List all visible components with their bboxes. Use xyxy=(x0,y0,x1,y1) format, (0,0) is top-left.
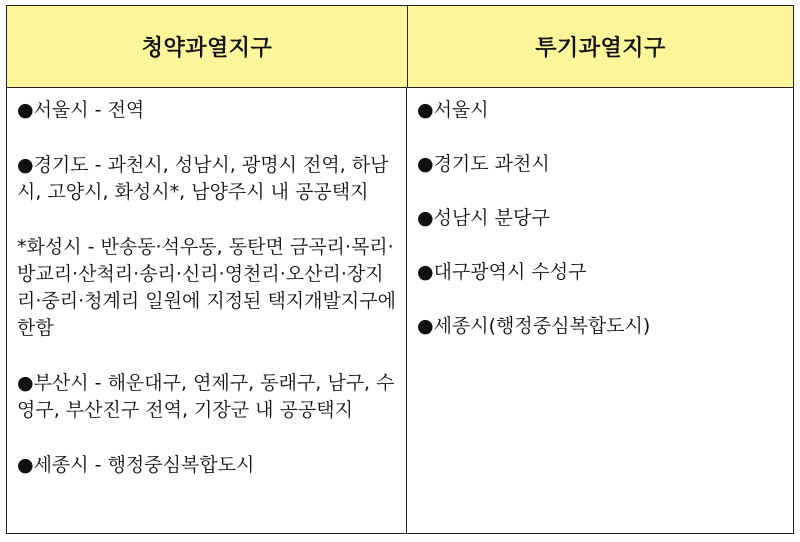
list-item-sejong: ●세종시 - 행정중심복합도시 xyxy=(17,454,255,476)
list-item-seoul: ●서울시 xyxy=(417,99,489,121)
list-item-busan: ●부산시 - 해운대구, 연제구, 동래구, 남구, 수영구, 부산진구 전역, 기장군 내 공공택지 xyxy=(17,372,395,421)
list-item-seoul: ●서울시 - 전역 xyxy=(17,99,145,121)
footnote-hwaseong: *화성시 - 반송동·석우동, 동탄면 금곡리·목리·방교리·산척리·송리·신리·영천리·오산리·장지리·중리·청계리 일원에 지정된 택지개발지구에 한함 xyxy=(17,236,396,339)
list-item-bundang: ●성남시 분당구 xyxy=(417,207,550,229)
header-cheongyak-overheated: 청약과열지구 xyxy=(7,6,408,87)
header-speculation-overheated: 투기과열지구 xyxy=(535,36,666,61)
table-body-row xyxy=(7,88,793,533)
list-item-sejong: ●세종시(행정중심복합도시) xyxy=(417,315,651,337)
list-item-gyeonggi: ●경기도 - 과천시, 성남시, 광명시 전역, 하남시, 고양시, 화성시*, 남양주시 내 공공택지 xyxy=(17,154,389,203)
speculation-zone-cell xyxy=(407,88,793,533)
list-item-gwacheon: ●경기도 과천시 xyxy=(417,153,550,175)
table-header-row xyxy=(7,6,793,88)
list-item-suseong: ●대구광역시 수성구 xyxy=(417,261,587,283)
designation-table xyxy=(6,5,794,534)
cheongyak-zone-cell xyxy=(7,88,407,533)
